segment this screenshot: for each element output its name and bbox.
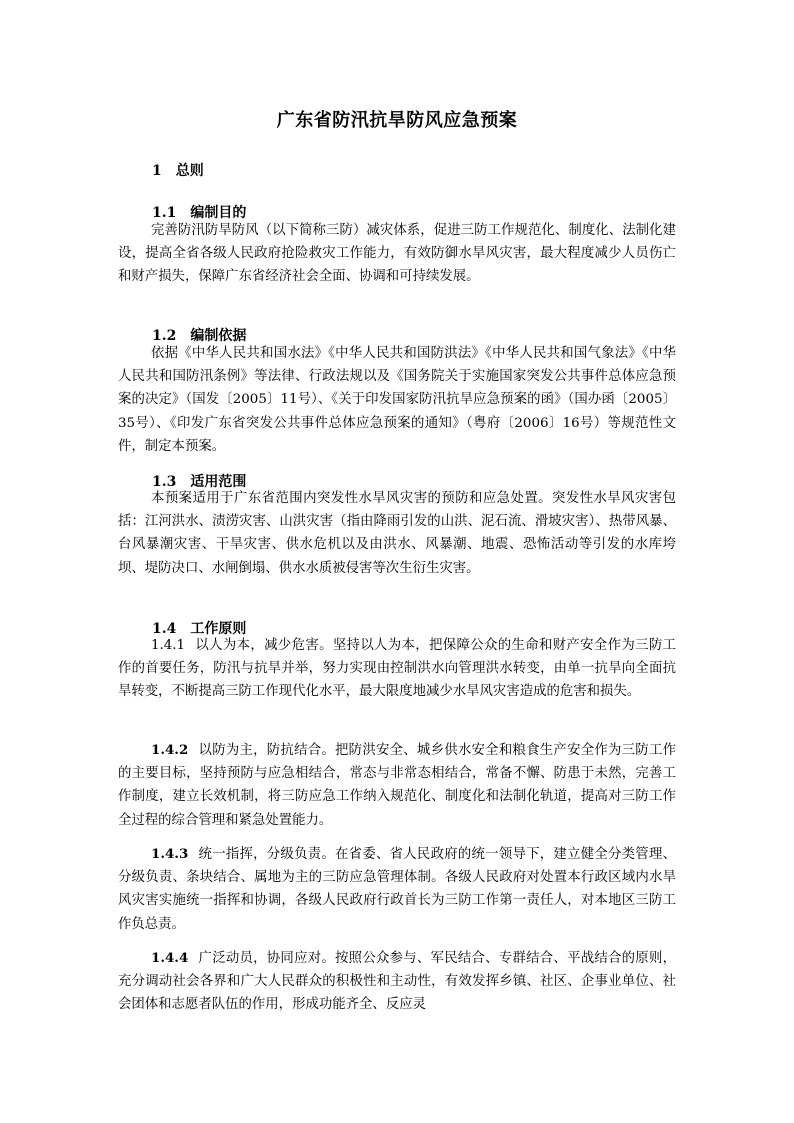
subsection-number: 1.1: [152, 205, 177, 221]
paragraph-1-4-1: [118, 634, 676, 704]
item-body: 以防为主，防抗结合。把防洪安全、城乡供水安全和粮食生产安全作为三防工作的主要目标，坚持预防与应急相结合，常态与非常态相结合，常备不懈、防患于未然，完善工作制度，建立长效机制，将三防应急工作纳入规范化、制度化和法制化轨道，提高对三防工作全过程的综合管理和紧急处置能力。: [118, 743, 676, 828]
subsection-number: 1.2: [152, 328, 177, 344]
paragraph-1-3: 本预案适用于广东省范围内突发性水旱风灾害的预防和应急处置。突发性水旱风灾害包括：江河洪水、渍涝灾害、山洪灾害（指由降雨引发的山洪、泥石流、滑坡灾害）、热带风暴、台风暴潮灾害、干旱灾害、供水危机以及由洪水、风暴潮、地震、恐怖活动等引发的水库垮坝、堤防决口、水闸倒塌、供水水质被侵害等次生衍生灾害。: [118, 491, 676, 576]
subsection-title: 工作原则: [190, 621, 247, 637]
item-body: 统一指挥，分级负责。在省委、省人民政府的统一领导下，建立健全分类管理、分级负责、条块结合、属地为主的三防应急管理体制。各级人民政府对处置本行政区域内水旱风灾害实施统一指挥和协调，各级人民政府行政首长为三防工作第一责任人，对本地区三防工作负总责。: [118, 847, 676, 932]
document-title: 广东省防汛抗旱防风应急预案: [276, 110, 518, 131]
section-number: 1: [152, 163, 162, 179]
subsection-title: 适用范围: [190, 474, 247, 490]
item-number: 1.4.1: [151, 638, 186, 653]
paragraph-1-4-2: [118, 739, 676, 832]
paragraph-1-4-4: [118, 947, 676, 1017]
subsection-title: 编制依据: [190, 328, 247, 344]
item-body: 广泛动员，协同应对。按照公众参与、军民结合、专群结合、平战结合的原则，充分调动社会各界和广大人民群众的积极性和主动性，有效发挥乡镇、社区、企事业单位、社会团体和志愿者队伍的作用，形成功能齐全、反应灵: [118, 951, 676, 1013]
item-number: 1.4.3: [151, 846, 189, 862]
item-number: 1.4.2: [151, 742, 189, 758]
paragraph-1-4-3: [118, 843, 676, 936]
paragraph-1-1: 完善防汛防旱防风（以下简称三防）减灾体系，促进三防工作规范化、制度化、法制化建设，提高全省各级人民政府抢险救灾工作能力，有效防御水旱风灾害，最大程度减少人员伤亡和财产损失，保障广东省经济社会全面、协调和可持续发展。: [118, 223, 676, 285]
section-1-heading: [152, 160, 204, 180]
subsection-number: 1.3: [152, 474, 177, 490]
item-body: 以人为本，减少危害。坚持以人为本，把保障公众的生命和财产安全作为三防工作的首要任务，防汛与抗旱并举，努力实现由控制洪水向管理洪水转变，由单一抗旱向全面抗旱转变，不断提高三防工作现代化水平，最大限度地减少水旱风灾害造成的危害和损失。: [118, 638, 676, 700]
item-number: 1.4.4: [151, 950, 189, 966]
subsection-title: 编制目的: [190, 205, 247, 221]
subsection-number: 1.4: [152, 621, 177, 637]
section-title: 总则: [175, 163, 204, 179]
paragraph-1-2: 依据《中华人民共和国水法》《中华人民共和国防洪法》《中华人民共和国气象法》《中华人民共和国防汛条例》等法律、行政法规以及《国务院关于实施国家突发公共事件总体应急预案的决定》（国发〔2005〕11号）、《关于印发国家防汛抗旱应急预案的函》（国办函〔2005〕35号）、《印发广东省突发公共事件总体应急预案的通知》（粤府〔2006〕16号）等规范性文件，制定本预案。: [118, 346, 676, 454]
